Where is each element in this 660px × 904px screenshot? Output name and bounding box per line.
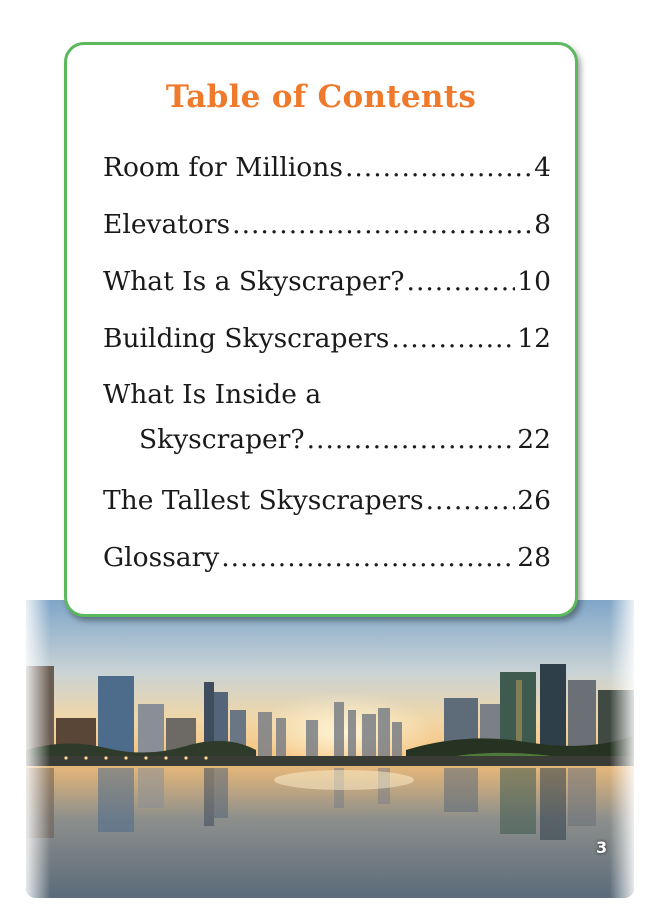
toc-list <box>103 143 551 590</box>
toc-entry-label: Skyscraper? <box>139 424 305 455</box>
toc-title: Table of Contents <box>165 79 477 115</box>
toc-entry-label: Elevators <box>103 209 231 240</box>
toc-entry[interactable] <box>103 257 551 314</box>
toc-entry[interactable] <box>103 314 551 371</box>
skyline-illustration <box>26 600 634 898</box>
table-of-contents-card <box>64 42 578 617</box>
toc-entry[interactable] <box>103 200 551 257</box>
toc-entry-second-line[interactable] <box>103 419 551 476</box>
toc-entry-page: 10 <box>517 266 551 297</box>
toc-entry-page: 12 <box>517 323 551 354</box>
city-skyline-photo <box>26 600 634 898</box>
toc-entry-label: What Is a Skyscraper? <box>103 266 405 297</box>
toc-entry-page: 22 <box>517 424 551 455</box>
toc-dot-leader <box>221 533 515 583</box>
page-number: 3 <box>596 838 608 857</box>
toc-entry-first-line[interactable] <box>103 371 551 419</box>
toc-dot-leader <box>232 200 532 250</box>
toc-entry-label: Glossary <box>103 542 220 573</box>
toc-entry-label: Building Skyscrapers <box>103 323 390 354</box>
toc-entry-page: 4 <box>534 152 551 183</box>
toc-dot-leader <box>307 419 516 461</box>
toc-entry[interactable] <box>103 143 551 200</box>
toc-entry[interactable] <box>103 533 551 590</box>
toc-entry[interactable] <box>103 476 551 533</box>
toc-dot-leader <box>426 476 516 526</box>
toc-dot-leader <box>391 314 515 364</box>
toc-dot-leader <box>407 257 516 307</box>
toc-entry-label: The Tallest Skyscrapers <box>103 485 424 516</box>
toc-dot-leader <box>345 143 532 193</box>
toc-entry-page: 28 <box>517 542 551 573</box>
toc-entry-label: What Is Inside a <box>103 379 322 410</box>
toc-entry-page: 26 <box>517 485 551 516</box>
toc-entry-label: Room for Millions <box>103 152 343 183</box>
toc-entry-page: 8 <box>534 209 551 240</box>
